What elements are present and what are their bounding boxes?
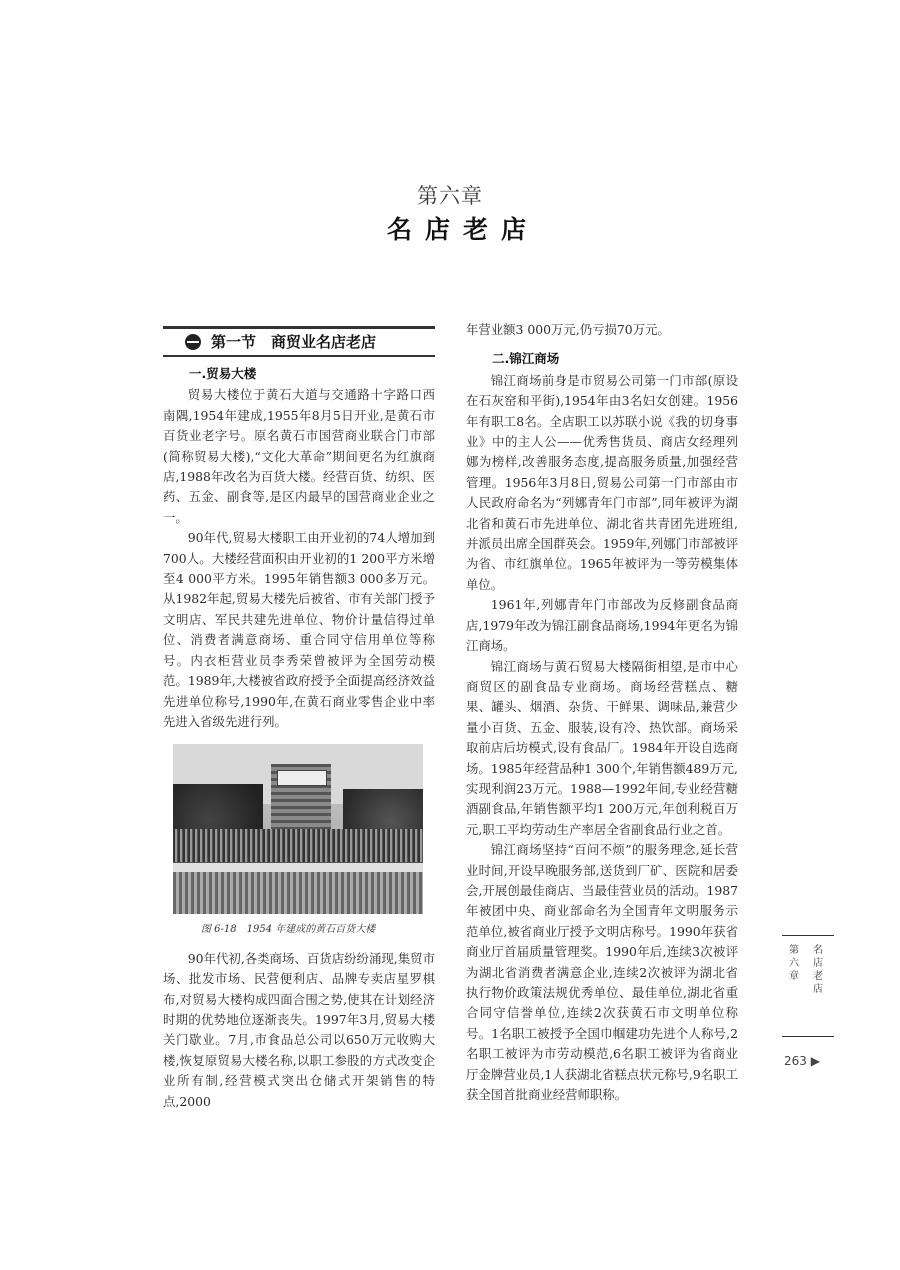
paragraph: 90年代初,各类商场、百货店纷纷涌现,集贸市场、批发市场、民营便利店、品牌专卖店星罗棋布,对贸易大楼构成四面合围之势,使其在计划经济时期的优势地位逐渐丧失。1997年3月,贸易大楼关门歇业。7月,市食品总公司以650万元收购大楼,恢复原贸易大楼名称,以职工参股的方式改变企业所有制,经营模式突出仓储式开架销售的特点,2000	[163, 950, 435, 1109]
paragraph-continuation: 年营业额3 000万元,仍亏损70万元。	[466, 322, 670, 337]
paragraph: 锦江商场前身是市贸易公司第一门市部(原设在石灰窑和平街),1954年由3名妇女创建。1956年有职工8名。全店职工以苏联小说《我的切身事业》中的主人公——优秀售货员、商店女经理列娜为榜样,改善服务态度,提高服务质量,加强经营管理。1956年3月8日,贸易公司第一门市部由市人民政府命名为“列娜青年门市部”,同年被评为湖北省和黄石市先进单位、湖北省共青团先进班组,并派员出席全国群英会。1959年,列娜门市部被评为省、市红旗单位。1965年被评为一等劳模集体单位。	[466, 372, 738, 592]
chapter-title: 名店老店	[386, 215, 539, 244]
paragraph: 锦江商场坚持“百问不烦”的服务理念,延长营业时间,开设早晚服务部,送货到厂矿、医院和居委会,开展创最佳商店、当最佳营业员的活动。1987年被团中央、商业部命名为全国青年文明服务示范单位,被省商业厅授予文明店称号。1990年获省商业厅首届质量管理奖。1990年后,连续3次被评为湖北省消费者满意企业,连续2次被评为湖北省执行物价政策法规优秀单位、最佳单位,湖北省重合同守信誉单位,连续2次获黄石市文明单位称号。1名职工被授予全国巾帼建功先进个人称号,2名职工被评为市劳动模范,6名职工被评为省商业厅金牌营业员,1人获湖北省糕点状元称号,9名职工获全国首批商业经营师职称。	[466, 842, 738, 1103]
side-tab-chapter: 第六章	[789, 945, 799, 982]
section-title: 第一节 商贸业名店老店	[211, 332, 377, 351]
subsection-title-trade-building: 一.贸易大楼	[189, 366, 257, 381]
paragraph: 1961年,列娜青年门市部改为反修副食品商店,1979年改为锦江副食品商场,1994年更名为锦江商场。	[466, 597, 738, 654]
section-header	[163, 329, 435, 357]
paragraph: 锦江商场与黄石贸易大楼隔街相望,是市中心商贸区的副食品专业商场。商场经营糕点、糖果、罐头、烟酒、杂货、干鲜果、调味品,兼营少量小百货、五金、服装,设有冷、热饮部。商场采取前店后坊模式,设有食品厂。1984年开设自选商场。1985年经营品种1 300个,年销售额489万元,实现利润23万元。1988—1992年间,专业经营糖酒副食品,年销售额平均1 200万元,年创利税百万元,职工平均劳动生产率居全省副食品行业之首。	[466, 658, 739, 837]
right-column	[466, 320, 738, 1105]
section-bullet-icon	[185, 334, 201, 350]
left-column	[163, 320, 435, 1112]
subsection-title-jinjiang: 二.锦江商场	[492, 351, 560, 367]
chapter-number: 第六章	[417, 184, 483, 208]
side-tab-title: 名店老店	[813, 945, 823, 995]
paragraph: 贸易大楼位于黄石大道与交通路十字路口西南隅,1954年建成,1955年8月5日开业,是黄石市百货业老字号。原名黄石市国营商业联合门市部(简称贸易大楼),“文化大革命”期间更名为红旗商店,1988年改名为百货大楼。经营百货、纺织、医药、五金、副食等,是区内最早的国营商业企业之一。	[163, 387, 435, 525]
department-store-photo	[173, 744, 423, 914]
photo-caption: 图 6-18 1954 年建成的黄石百货大楼	[201, 924, 376, 936]
side-chapter-tab	[782, 935, 834, 1037]
paragraph: 90年代,贸易大楼职工由开业初的74人增加到700人。大楼经营面积由开业初的1 200平方米增至4 000平方米。1995年销售额3 000多万元。从1982年起,贸易大楼先后被省、市有关部门授予文明店、军民共建先进单位、物价计量信得过单位、消费者满意商场、重合同守信用单位等称号。内衣柜营业员李秀荣曾被评为全国劳动模范。1989年,大楼被省政府授予全面提高经济效益先进单位称号,1990年,在黄石商业零售企业中率先进入省级先进行列。	[163, 530, 435, 729]
photo-sign	[277, 770, 327, 786]
page-number: 263 ▶	[784, 1054, 820, 1068]
